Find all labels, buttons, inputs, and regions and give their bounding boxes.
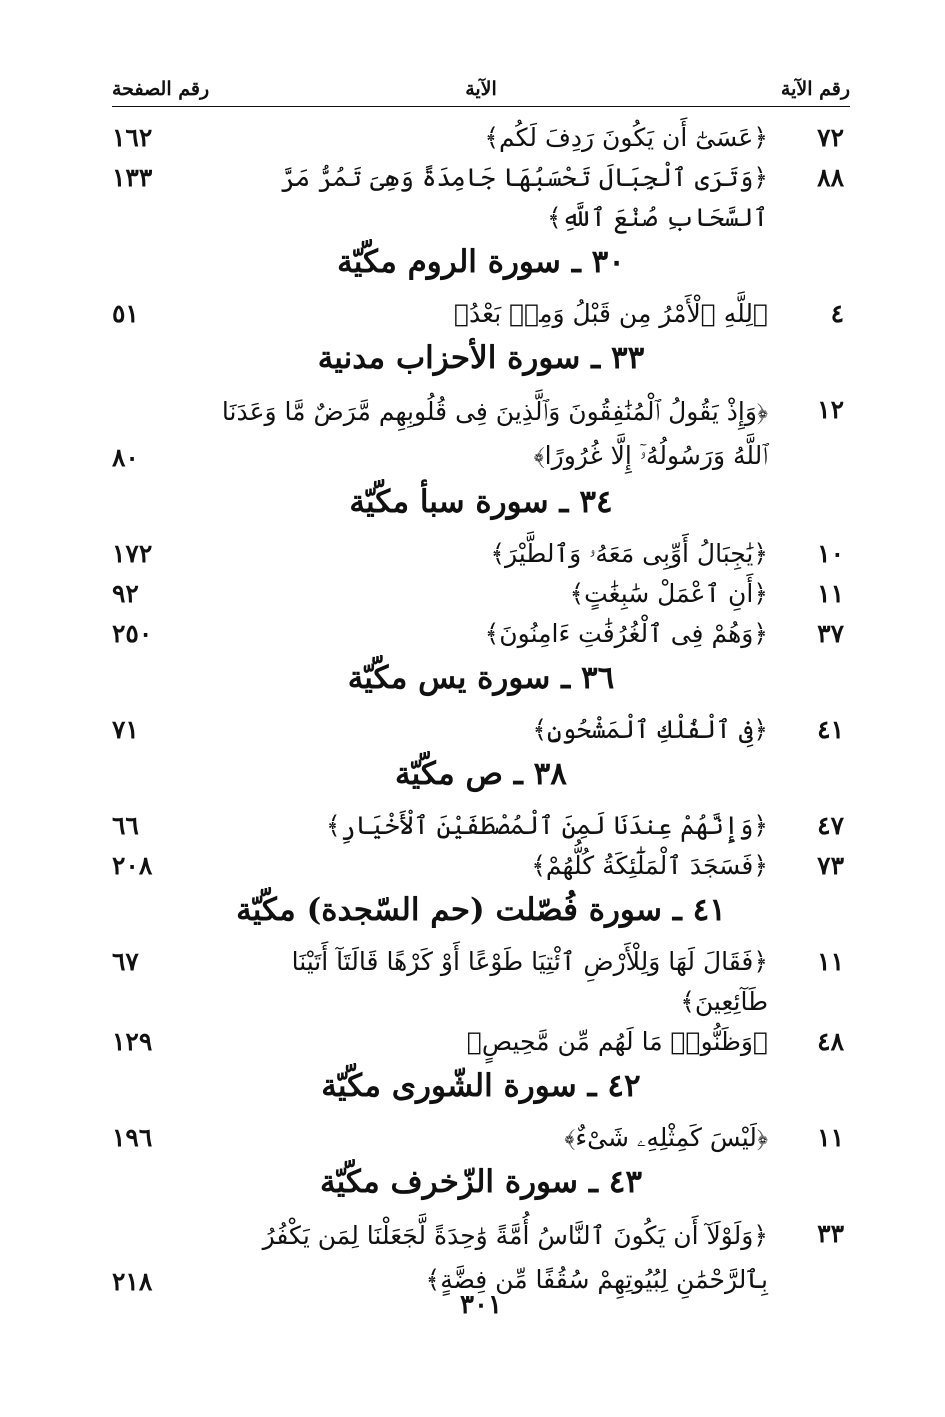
page-reference: ١٧٢ [112,539,153,568]
index-entry [112,1022,850,1062]
page-reference: ٦٦ [112,811,139,840]
verse-number-column-header: رقم الآية [780,78,850,100]
verse-number: ٤١ [817,715,844,744]
page-reference: ٢١٨ [112,1267,153,1296]
page-reference: ١٣٣ [112,163,153,192]
index-entry [112,942,850,1022]
verse-number: ١٠ [817,539,844,568]
surah-heading: ٤٣ ـ سورة الزّخرف مكّيّة [319,1164,643,1200]
verse-text: ﴿يَٰجِبَالُ أَوِّبِى مَعَهُۥ وَٱلطَّيْرَ﴾ [490,539,768,568]
index-entry [112,1214,850,1302]
page-number-column-header: رقم الصفحة [112,78,210,100]
verse-number: ٧٣ [817,851,844,880]
verse-column-header: الآية [465,78,497,100]
verse-text: ﴿لَيْسَ كَمِثْلِهِۦ شَىْءٌ﴾ [564,1123,768,1152]
verse-text: ﴿أَنِ ٱعْمَلْ سَٰبِغَٰتٍ﴾ [569,579,768,608]
verse-number: ١٢ [817,395,844,424]
verse-number: ١١ [817,947,844,976]
surah-heading: ٣٤ ـ سورة سبأ مكّيّة [349,484,613,520]
page-reference: ٩٢ [112,579,139,608]
surah-heading: ٣٠ ـ سورة الروم مكّيّة [337,244,625,280]
verse-number: ٤٨ [817,1027,844,1056]
page-reference: ١٢٩ [112,1027,153,1056]
index-entry [112,806,850,846]
verse-index-list [112,118,850,1302]
verse-text: ﴿فَقَالَ لَهَا وَلِلْأَرْضِ ٱئْتِيَا طَوْعًا أَوْ كَرْهًا قَالَتَآ أَتَيْنَا طَآئِعِينَ﴾ [291,947,768,1016]
surah-heading: ٣٣ ـ سورة الأحزاب مدنية [317,340,645,376]
index-entry [112,390,850,478]
page-reference: ٦٧ [112,947,139,976]
verse-number: ٣٣ [817,1219,844,1248]
index-entry [112,1118,850,1158]
verse-number: ٨٨ [817,163,844,192]
surah-heading: ٣٨ ـ ص مكّيّة [395,756,567,792]
verse-text: ﴿وَظَنُّوا۟ مَا لَهُم مِّن مَّحِيصٍ﴾ [466,1027,768,1056]
index-entry [112,710,850,750]
verse-text: ﴿وَإِنَّهُمْ عِندَنَا لَمِنَ ٱلْمُصْطَفَيْنَ ٱلْأَخْيَارِ﴾ [326,811,768,840]
page-reference: ٥١ [112,299,139,328]
verse-number: ٣٧ [817,619,844,648]
page-reference: ١٦٢ [112,123,153,152]
page-reference: ٢٠٨ [112,851,153,880]
index-entry [112,158,850,238]
page-reference: ٧١ [112,715,139,744]
verse-text: ﴿وَإِذْ يَقُولُ ٱلْمُنَٰفِقُونَ وَٱلَّذِينَ فِى قُلُوبِهِم مَّرَضٌ مَّا وَعَدَنَا ٱللَّهُ وَرَسُولُهُۥٓ إِلَّا غُرُورًا﴾ [221,397,768,470]
header-divider [112,106,850,107]
verse-number: ١١ [817,579,844,608]
surah-heading: ٣٦ ـ سورة يس مكّيّة [347,660,615,696]
index-entry [112,294,850,334]
verse-text: ﴿لِلَّهِ ٱلْأَمْرُ مِن قَبْلُ وَمِنۢ بَعْدُ﴾ [454,299,768,328]
verse-text: ﴿وَتَرَى ٱلْجِبَالَ تَحْسَبُهَا جَامِدَةً وَهِىَ تَمُرُّ مَرَّ ٱلسَّحَابِ صُنْعَ ٱللَّهِ﴾ [280,163,768,232]
page-reference: ٢٥٠ [112,619,153,648]
verse-number: ٤٧ [817,811,844,840]
index-entry [112,846,850,886]
verse-text: ﴿فَسَجَدَ ٱلْمَلَٰٓئِكَةُ كُلُّهُمْ﴾ [531,851,768,880]
verse-text: ﴿وَهُمْ فِى ٱلْغُرُفَٰتِ ءَامِنُونَ﴾ [484,619,768,648]
surah-heading: ٤٢ ـ سورة الشّورى مكّيّة [321,1068,641,1104]
verse-text: ﴿عَسَىٰٓ أَن يَكُونَ رَدِفَ لَكُم﴾ [484,123,768,152]
index-entry [112,574,850,614]
surah-heading: ٤١ ـ سورة فُصّلت (حم السّجدة) مكّيّة [236,892,726,928]
verse-number: ١١ [817,1123,844,1152]
verse-number: ٤ [830,299,844,328]
index-entry [112,614,850,654]
verse-number: ٧٢ [817,123,844,152]
table-header [112,72,850,104]
index-page [112,0,850,1417]
page-reference: ٨٠ [112,443,139,472]
verse-text: ﴿وَلَوْلَآ أَن يَكُونَ ٱلنَّاسُ أُمَّةً وَٰحِدَةً لَّجَعَلْنَا لِمَن يَكْفُرُ بِٱلرَّحْمَٰنِ لِبُيُوتِهِمْ سُقُفًا مِّن فِضَّةٍ﴾ [262,1221,768,1294]
index-entry [112,534,850,574]
verse-text: ﴿فِى ٱلْفُلْكِ ٱلْمَشْحُونِ﴾ [532,715,768,744]
index-entry [112,118,850,158]
page-reference: ١٩٦ [112,1123,153,1152]
page-number: ٣٠١ [460,1290,502,1320]
